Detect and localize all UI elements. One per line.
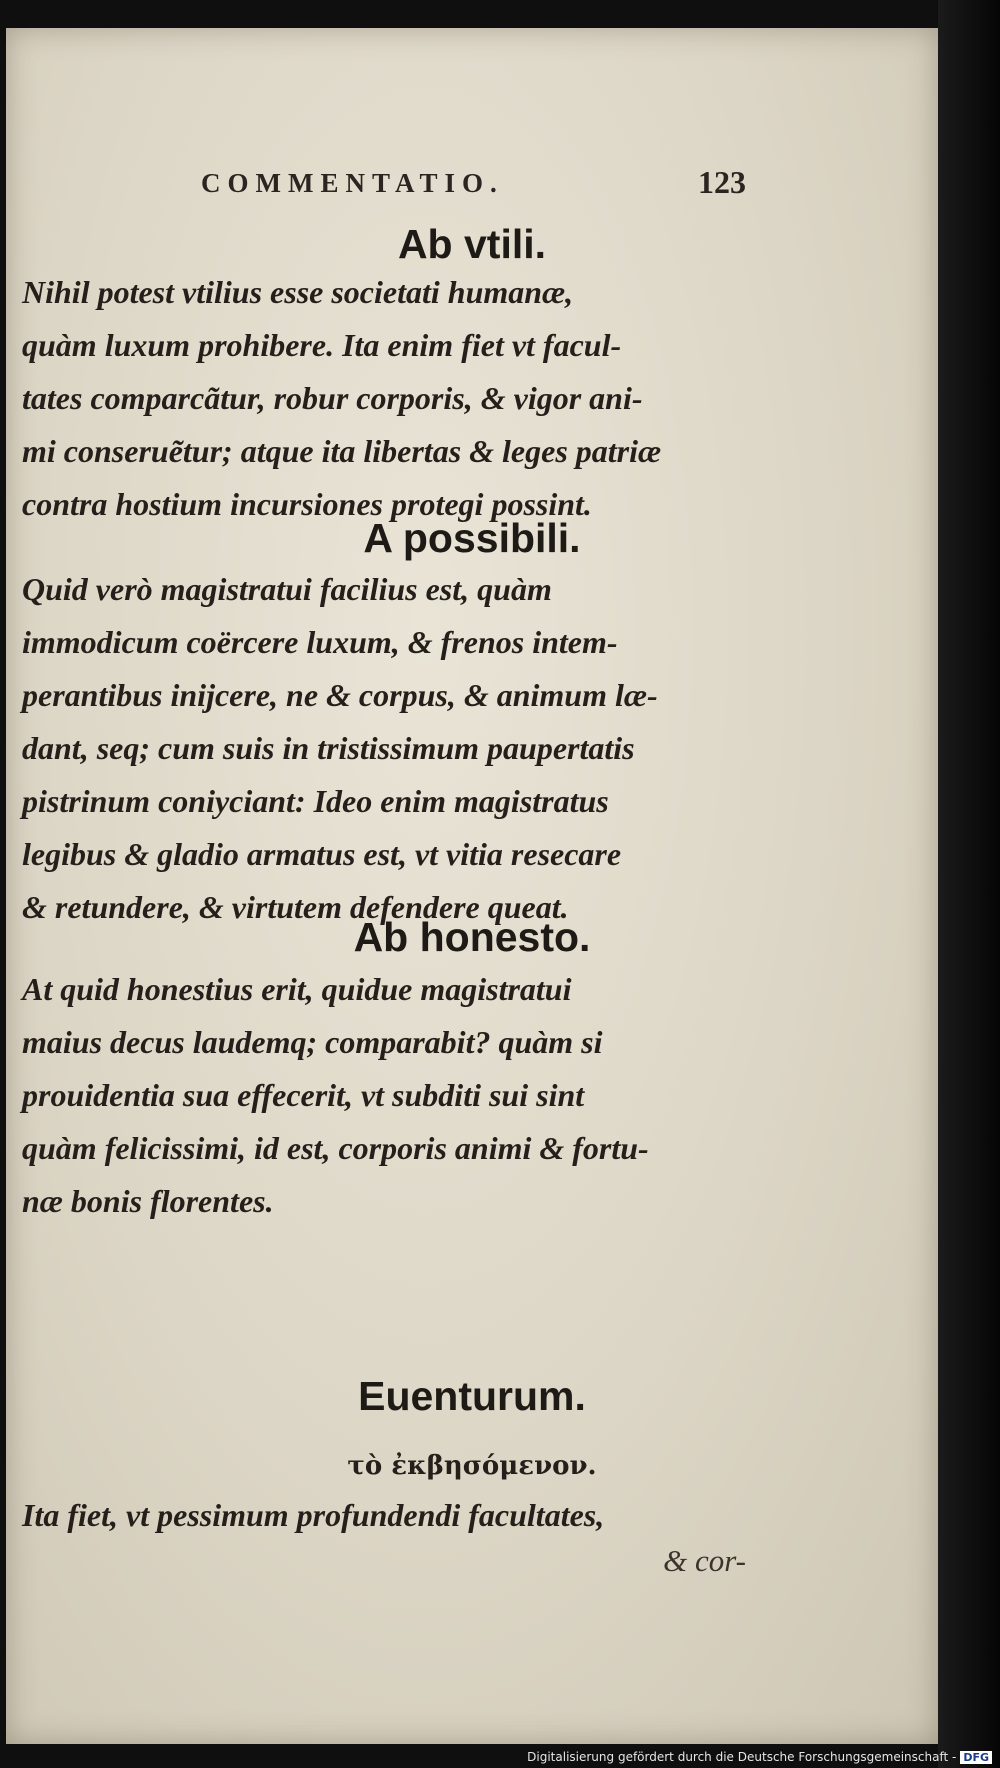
book-page (6, 28, 938, 1744)
text-line: quàm luxum prohibere. Ita enim fiet vt facul- (22, 327, 622, 363)
section-heading-a-possibili: A possibili. (363, 515, 581, 561)
text-line: At quid honestius erit, quidue magistratui (22, 971, 572, 1007)
text-line: legibus & gladio armatus est, vt vitia resecare (22, 836, 622, 872)
paragraph-ab-honesto (22, 963, 747, 1228)
section-heading-euenturum: Euenturum. (358, 1373, 586, 1419)
catchword: & cor- (663, 1543, 746, 1578)
text-line: contra hostium incursiones protegi possint. (22, 486, 592, 522)
paragraph-ab-vtili (22, 266, 747, 531)
text-line: næ bonis florentes. (22, 1183, 274, 1219)
text-line: dant, seq; cum suis in tristissimum paupertatis (22, 730, 635, 766)
greek-subheading: τὸ ἐκβησόμενον. (347, 1451, 597, 1481)
running-title: COMMENTATIO. (201, 168, 504, 198)
text-line: pistrinum coniyciant: Ideo enim magistratus (22, 783, 609, 819)
digitization-footer (527, 1750, 992, 1764)
section-heading-ab-vtili: Ab vtili. (397, 221, 547, 267)
text-line: Ita fiet, vt pessimum profundendi facultates, (22, 1497, 605, 1533)
text-line: mi conseruẽtur; atque ita libertas & leges patriæ (22, 433, 662, 469)
book-gutter-edge (938, 0, 1000, 1768)
paragraph-a-possibili (22, 563, 747, 934)
paragraph-euenturum (22, 1489, 747, 1542)
text-line: perantibus inijcere, ne & corpus, & animum læ- (22, 677, 658, 713)
dfg-logo: DFG (960, 1751, 992, 1764)
text-line: & retundere, & virtutem defendere queat. (22, 889, 569, 925)
text-line: prouidentia sua effecerit, vt subditi sui sint (22, 1077, 585, 1113)
footer-text: Digitalisierung gefördert durch die Deutsche Forschungsgemeinschaft - (527, 1750, 957, 1764)
running-head (201, 164, 746, 212)
text-line: immodicum coërcere luxum, & frenos intem- (22, 624, 618, 660)
text-line: maius decus laudemq; comparabit? quàm si (22, 1024, 603, 1060)
text-line: quàm felicissimi, id est, corporis animi & fortu- (22, 1130, 649, 1166)
section-heading-ab-honesto: Ab honesto. (353, 914, 591, 960)
text-line: Nihil potest vtilius esse societati humanæ, (22, 274, 574, 310)
text-line: Quid verò magistratui facilius est, quàm (22, 571, 552, 607)
page-number: 123 (698, 164, 746, 200)
text-line: tates comparcãtur, robur corporis, & vigor ani- (22, 380, 643, 416)
